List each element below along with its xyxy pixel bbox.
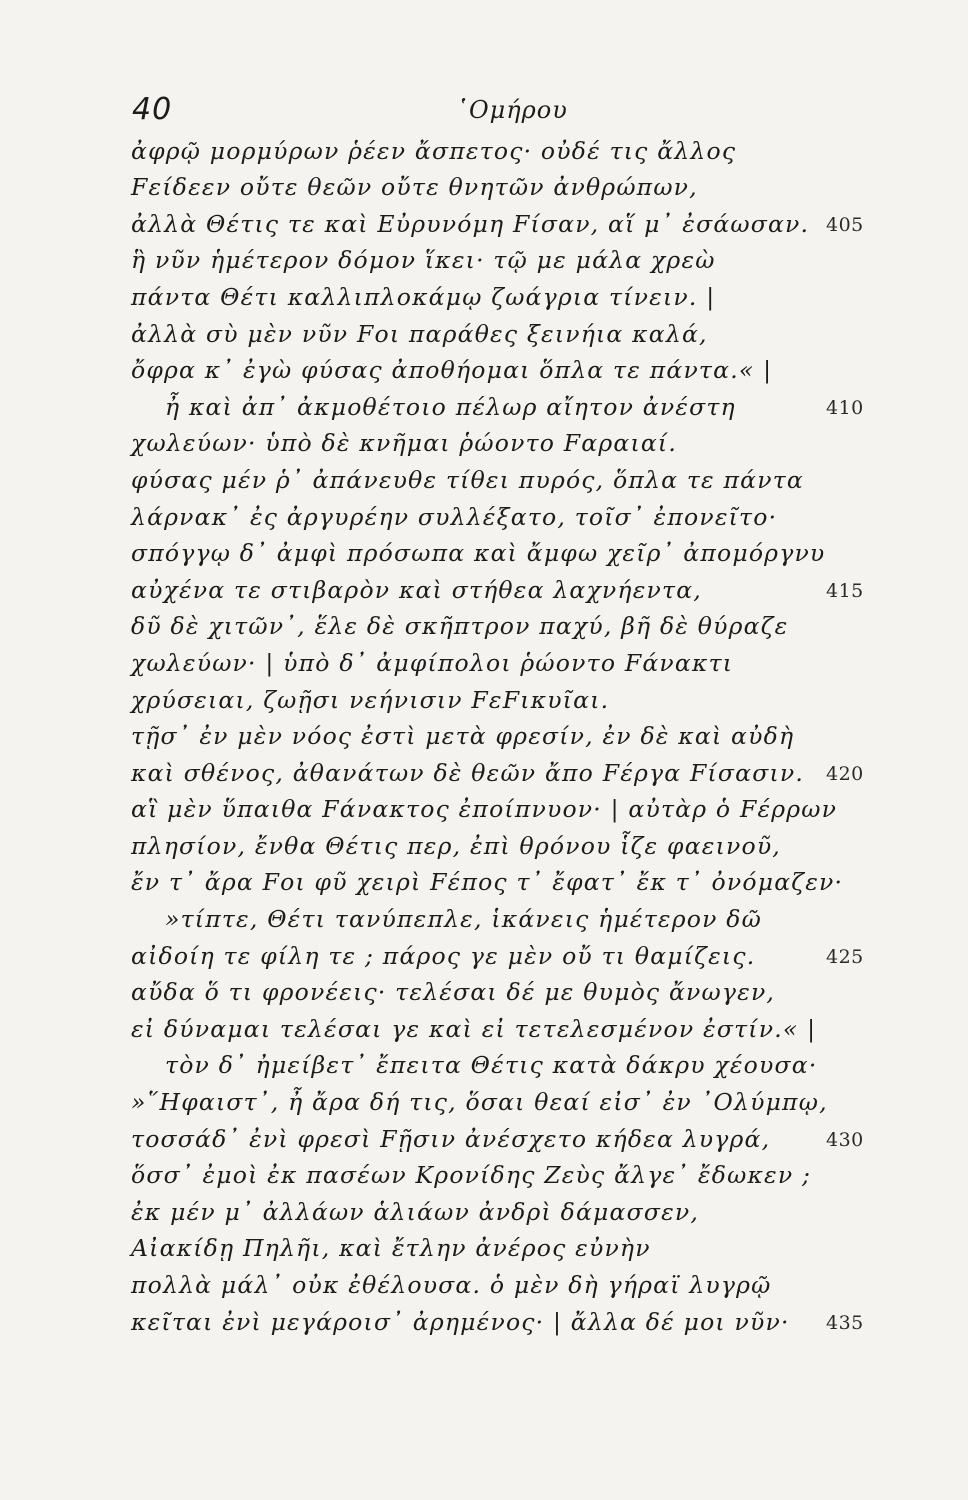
verse-text: τοσσάδ᾽ ἐνὶ φρεσὶ Fῇσιν ἀνέσχετο κήδεα λυγρά,	[131, 1124, 771, 1153]
verse-text: κεῖται ἐνὶ μεγάροισ᾽ ἀρημένος· | ἄλλα δέ μοι νῦν·	[131, 1307, 790, 1336]
verse-text: ἀλλὰ Θέτις τε καὶ Εὐρυνόμη Fίσαν, αἵ μ᾽ ἐσάωσαν.	[131, 209, 810, 238]
page-header	[0, 92, 968, 132]
verse-line	[0, 974, 968, 1011]
verse-text: αἰδοίη τε φίλη τε ; πάρος γε μὲν οὔ τι θαμίζεις.	[131, 941, 756, 970]
verse-text: ὅσσ᾽ ἐμοὶ ἐκ πασέων Κρονίδης Ζεὺς ἄλγε᾽ ἔδωκεν ;	[131, 1161, 812, 1190]
verse-line	[0, 425, 968, 462]
verse-line	[0, 827, 968, 864]
line-number: 415	[826, 579, 864, 602]
line-number: 420	[826, 762, 864, 785]
verse-text: εἰ δύναμαι τελέσαι γε καὶ εἰ τετελεσμένον ἐστίν.« |	[131, 1014, 817, 1043]
verse-text: ἔν τ᾽ ἄρα Fοι φῦ χειρὶ Fέπος τ᾽ ἔφατ᾽ ἔκ τ᾽ ὀνόμαζεν·	[131, 868, 844, 897]
verse-text: λάρνακ᾽ ἐς ἀργυρέην συλλέξατο, τοῖσ᾽ ἐπονεῖτο·	[131, 502, 778, 531]
verse-line	[0, 461, 968, 498]
verse-line	[0, 571, 968, 608]
verse-text: χωλεύων· ὑπὸ δὲ κνῆμαι ῥώοντο Fαραιαί.	[131, 429, 678, 458]
verse-text: χωλεύων· | ὑπὸ δ᾽ ἀμφίπολοι ῥώοντο Fάνακτι	[131, 648, 734, 677]
verse-text: ἀφρῷ μορμύρων ῥέεν ἄσπετος· οὐδέ τις ἄλλος	[131, 136, 737, 165]
verse-line	[0, 352, 968, 389]
verse-line	[0, 388, 968, 425]
verse-text: τὸν δ᾽ ἠμείβετ᾽ ἔπειτα Θέτις κατὰ δάκρυ χέουσα·	[165, 1051, 818, 1080]
verse-line	[0, 132, 968, 169]
verse-line	[0, 754, 968, 791]
verse-text: Fείδεεν οὔτε θεῶν οὔτε θνητῶν ἀνθρώπων,	[131, 173, 698, 202]
verse-line	[0, 681, 968, 718]
verse-line	[0, 535, 968, 572]
verse-line	[0, 169, 968, 206]
verse-line	[0, 718, 968, 755]
verse-text: ἣ νῦν ἡμέτερον δόμον ἵκει· τῷ με μάλα χρεὼ	[131, 246, 716, 275]
verse-block	[0, 132, 968, 1340]
verse-text: ἀλλὰ σὺ μὲν νῦν Fοι παράθες ξεινήια καλά,	[131, 319, 708, 348]
line-number: 430	[826, 1128, 864, 1151]
verse-line	[0, 1266, 968, 1303]
verse-text: αὔδα ὅ τι φρονέεις· τελέσαι δέ με θυμὸς ἄνωγεν,	[131, 978, 776, 1007]
line-number: 435	[826, 1311, 864, 1334]
verse-line	[0, 1083, 968, 1120]
verse-line	[0, 900, 968, 937]
verse-text: τῇσ᾽ ἐν μὲν νόος ἐστὶ μετὰ φρεσίν, ἐν δὲ καὶ αὐδὴ	[131, 722, 795, 751]
verse-text: »τίπτε, Θέτι τανύπεπλε, ἱκάνεις ἡμέτερον δῶ	[165, 905, 762, 934]
line-number: 405	[826, 213, 864, 236]
line-number: 425	[826, 945, 864, 968]
verse-line	[0, 937, 968, 974]
verse-text: πάντα Θέτι καλλιπλοκάμῳ ζωάγρια τίνειν. |	[131, 282, 716, 311]
verse-text: αἳ μὲν ὕπαιθα Fάνακτος ἐποίπνυον· | αὐτὰρ ὁ Fέρρων	[131, 795, 838, 824]
verse-line	[0, 1193, 968, 1230]
verse-line	[0, 242, 968, 279]
verse-text: φύσας μέν ῥ᾽ ἀπάνευθε τίθει πυρός, ὅπλα τε πάντα	[131, 465, 804, 494]
verse-line	[0, 315, 968, 352]
verse-text: πολλὰ μάλ᾽ οὐκ ἐθέλουσα. ὁ μὲν δὴ γήραϊ λυγρῷ	[131, 1271, 772, 1299]
verse-line	[0, 1010, 968, 1047]
verse-line	[0, 1230, 968, 1267]
verse-text: καὶ σθένος, ἀθανάτων δὲ θεῶν ἄπο Fέργα Fίσασιν.	[131, 758, 805, 787]
verse-text: δῦ δὲ χιτῶν᾽, ἕλε δὲ σκῆπτρον παχύ, βῆ δὲ θύραζε	[131, 612, 789, 641]
verse-text: ἐκ μέν μ᾽ ἀλλάων ἁλιάων ἀνδρὶ δάμασσεν,	[131, 1197, 700, 1226]
verse-text: ἦ καὶ ἀπ᾽ ἀκμοθέτοιο πέλωρ αἴητον ἀνέστη	[165, 392, 736, 421]
verse-line	[0, 791, 968, 828]
verse-line	[0, 644, 968, 681]
verse-line	[0, 1303, 968, 1340]
page-number: 40	[132, 92, 173, 127]
verse-text: πλησίον, ἔνθα Θέτις περ, ἐπὶ θρόνου ἷζε φαεινοῦ,	[131, 831, 781, 860]
verse-line	[0, 205, 968, 242]
verse-text: σπόγγῳ δ᾽ ἀμφὶ πρόσωπα καὶ ἄμφω χεῖρ᾽ ἀπομόργνυ	[131, 539, 826, 568]
verse-text: »῞Ηφαιστ᾽, ἦ ἄρα δή τις, ὅσαι θεαί εἰσ᾽ ἐν ᾿Ολύμπῳ,	[131, 1088, 828, 1117]
verse-line	[0, 498, 968, 535]
running-head: ῾Ομήρου	[456, 96, 568, 124]
verse-text: αὐχένα τε στιβαρὸν καὶ στήθεα λαχνήεντα,	[131, 575, 702, 604]
verse-text: ὄφρα κ᾽ ἐγὼ φύσας ἀποθήομαι ὅπλα τε πάντα.« |	[131, 356, 773, 385]
verse-line	[0, 608, 968, 645]
verse-line	[0, 864, 968, 901]
verse-line	[0, 1120, 968, 1157]
verse-line	[0, 1047, 968, 1084]
verse-text: Αἰακίδῃ Πηλῆι, καὶ ἔτλην ἀνέρος εὐνὴν	[131, 1234, 651, 1263]
verse-text: χρύσειαι, ζωῇσι νεήνισιν FεFικυῖαι.	[131, 685, 610, 714]
line-number: 410	[826, 396, 864, 419]
verse-line	[0, 1157, 968, 1194]
verse-line	[0, 278, 968, 315]
